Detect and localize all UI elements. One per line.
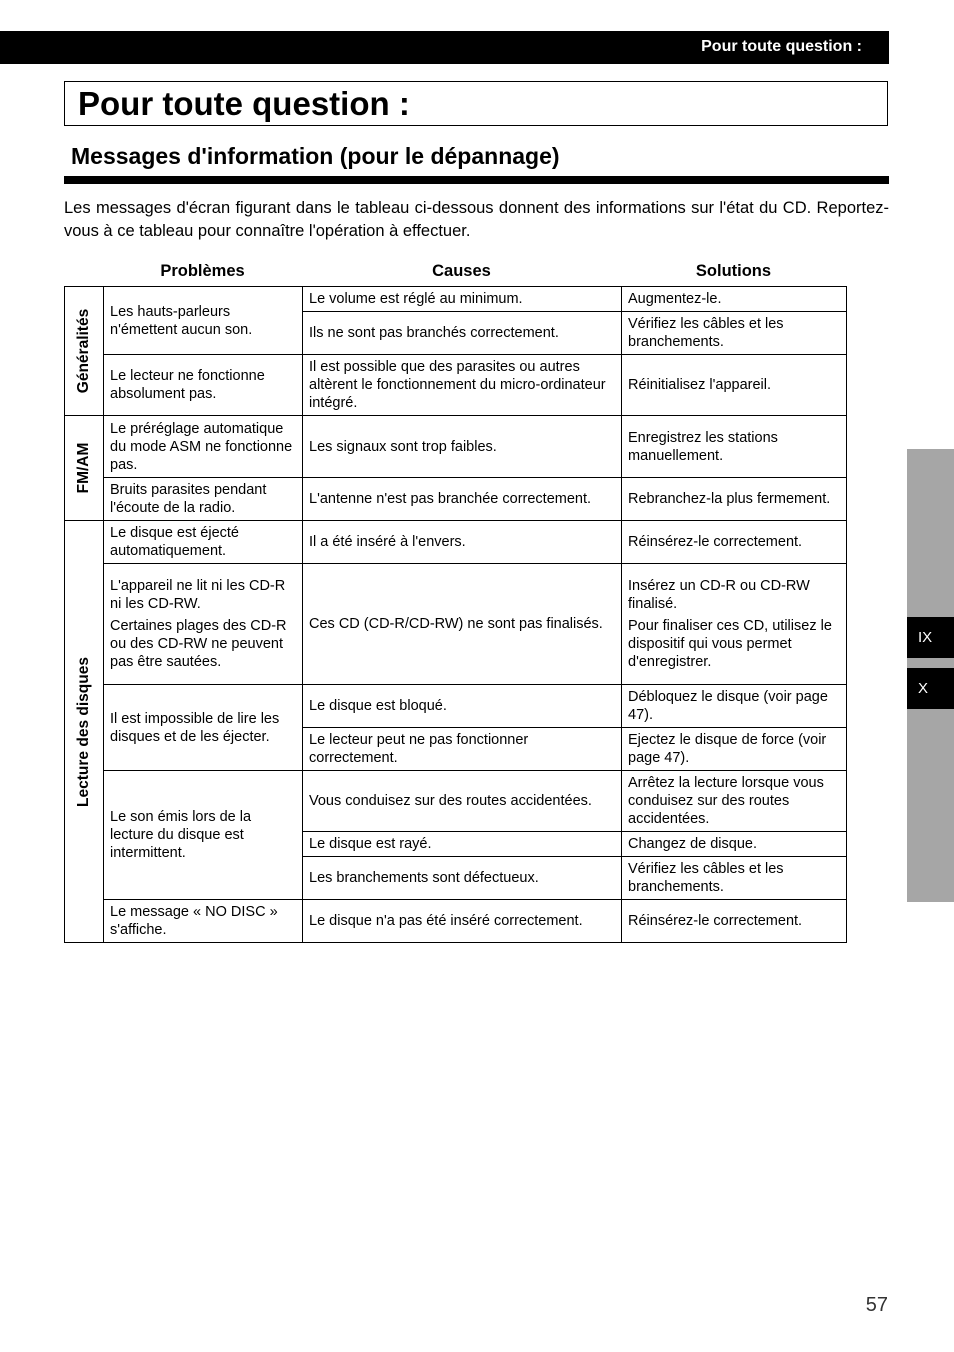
cause-cell: Le disque est bloqué. — [303, 685, 622, 728]
cause-cell: Il est possible que des parasites ou autres altèrent le fonctionnement du micro-ordinateur intégré. — [303, 355, 622, 416]
solution-cell: Augmentez-le. — [622, 287, 847, 312]
category-label: Lecture des disques — [75, 656, 92, 807]
problem-cell: Le son émis lors de la lecture du disque est intermittent. — [104, 771, 303, 900]
table-row — [65, 521, 847, 564]
solution-cell: Arrêtez la lecture lorsque vous conduisez sur des routes accidentées. — [622, 771, 847, 832]
problem-cell: Il est impossible de lire les disques et de les éjecter. — [104, 685, 303, 771]
troubleshooting-table — [64, 286, 847, 943]
cause-cell: Ils ne sont pas branchés correctement. — [303, 312, 622, 355]
solution-cell: Enregistrez les stations manuellement. — [622, 416, 847, 478]
side-tab-ix: IX — [907, 617, 954, 658]
table-row — [65, 355, 847, 416]
solution-cell: Réinsérez-le correctement. — [622, 900, 847, 943]
category-label: FM/AM — [75, 442, 92, 494]
solution-cell: Changez de disque. — [622, 832, 847, 857]
problem-cell: Les hauts-parleurs n'émettent aucun son. — [104, 287, 303, 355]
solution-cell — [622, 564, 847, 685]
table-row — [65, 287, 847, 312]
table-row — [65, 685, 847, 728]
cause-cell: Le disque n'a pas été inséré correctement. — [303, 900, 622, 943]
problem-text-extra: Certaines plages des CD-R ou des CD-RW ne peuvent pas être sautées. — [110, 618, 287, 670]
cause-cell: Le lecteur peut ne pas fonctionner correctement. — [303, 728, 622, 771]
problem-text: L'appareil ne lit ni les CD-R ni les CD-RW. — [110, 578, 286, 612]
cause-cell: Vous conduisez sur des routes accidentées. — [303, 771, 622, 832]
cause-cell: Il a été inséré à l'envers. — [303, 521, 622, 564]
category-cell-generalites — [65, 287, 104, 416]
solution-text-extra: Pour finaliser ces CD, utilisez le dispositif qui vous permet d'enregistrer. — [628, 618, 832, 670]
table-row — [65, 564, 847, 685]
cause-cell: Le disque est rayé. — [303, 832, 622, 857]
solution-cell: Vérifiez les câbles et les branchements. — [622, 857, 847, 900]
column-header-solutions: Solutions — [695, 262, 772, 280]
solution-cell: Rebranchez-la plus fermement. — [622, 478, 847, 521]
section-subtitle: Messages d'information (pour le dépannage) — [71, 143, 560, 169]
cause-cell: Ces CD (CD-R/CD-RW) ne sont pas finalisés. — [303, 564, 622, 685]
solution-cell: Réinsérez-le correctement. — [622, 521, 847, 564]
solution-cell: Débloquez le disque (voir page 47). — [622, 685, 847, 728]
page-title: Pour toute question : — [78, 85, 410, 122]
problem-cell: Le lecteur ne fonctionne absolument pas. — [104, 355, 303, 416]
page-number: 57 — [865, 1294, 888, 1316]
problem-cell: Le préréglage automatique du mode ASM ne fonctionne pas. — [104, 416, 303, 478]
solution-cell: Réinitialisez l'appareil. — [622, 355, 847, 416]
problem-cell: Bruits parasites pendant l'écoute de la radio. — [104, 478, 303, 521]
cause-cell: Le volume est réglé au minimum. — [303, 287, 622, 312]
cause-cell: L'antenne n'est pas branchée correctement. — [303, 478, 622, 521]
running-header-title: Pour toute question : — [701, 38, 862, 55]
table-row — [65, 478, 847, 521]
problem-cell: Le disque est éjecté automatiquement. — [104, 521, 303, 564]
category-cell-lecture-disques — [65, 521, 104, 943]
column-header-causes: Causes — [432, 262, 491, 280]
problem-cell — [104, 564, 303, 685]
column-header-problems: Problèmes — [160, 262, 245, 280]
category-cell-fm-am — [65, 416, 104, 521]
table-row — [65, 771, 847, 832]
section-rule — [64, 176, 889, 184]
solution-cell: Ejectez le disque de force (voir page 47). — [622, 728, 847, 771]
table-row — [65, 416, 847, 478]
solution-cell: Vérifiez les câbles et les branchements. — [622, 312, 847, 355]
table-row — [65, 900, 847, 943]
side-tab-x: X — [907, 668, 954, 709]
cause-cell: Les signaux sont trop faibles. — [303, 416, 622, 478]
category-label: Généralités — [75, 308, 92, 394]
problem-cell: Le message « NO DISC » s'affiche. — [104, 900, 303, 943]
running-header-bar — [0, 31, 889, 64]
cause-cell: Les branchements sont défectueux. — [303, 857, 622, 900]
intro-paragraph: Les messages d'écran figurant dans le tableau ci-dessous donnent des informations sur l'état du CD. Reportez-vous à ce tableau pour connaître l'opération à effectuer. — [64, 199, 889, 240]
solution-text: Insérez un CD-R ou CD-RW finalisé. — [628, 578, 810, 612]
page-title-box — [64, 81, 888, 126]
